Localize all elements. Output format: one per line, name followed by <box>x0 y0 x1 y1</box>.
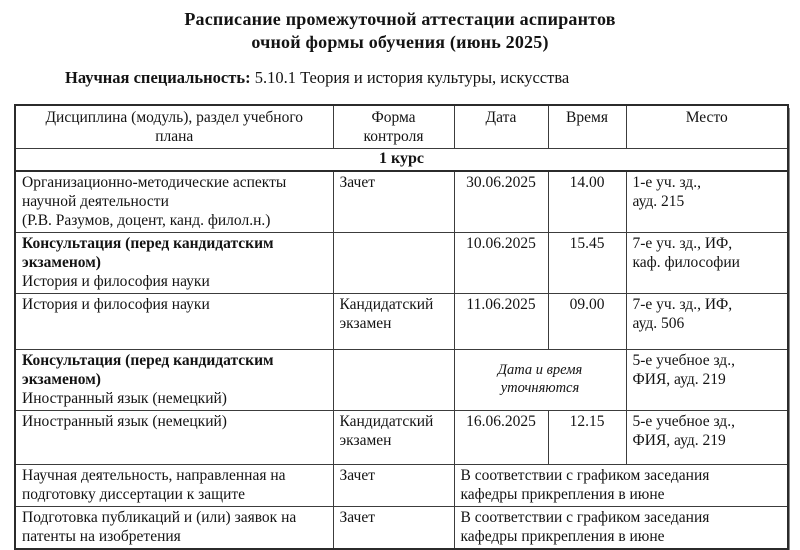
title-line-1: Расписание промежуточной аттестации аспирантов <box>184 9 616 29</box>
cell-form: Кандидатский экзамен <box>333 410 454 464</box>
cell-form: Зачет <box>333 171 454 233</box>
course-row <box>15 149 788 171</box>
schedule-note-line: кафедры прикрепления в июне <box>460 527 665 545</box>
cell-place <box>626 232 788 293</box>
cell-schedule-note <box>454 464 788 506</box>
table-row <box>15 171 788 233</box>
schedule-table <box>14 104 789 550</box>
place-line: ауд. 215 <box>632 192 685 210</box>
header-row <box>15 105 788 149</box>
datetime-note-line: Дата и время <box>497 362 583 378</box>
cell-place <box>626 293 788 349</box>
title-line-2: очной формы обучения (июнь 2025) <box>251 32 549 52</box>
specialty-value: 5.10.1 Теория и история культуры, искусства <box>254 68 570 87</box>
header-time: Время <box>548 105 626 149</box>
cell-discipline <box>15 232 333 293</box>
header-form-label: Форма контроля <box>363 109 424 145</box>
cell-place <box>626 410 788 464</box>
discipline-text: Иностранный язык (немецкий) <box>22 412 227 430</box>
place-line: 1-е уч. зд., <box>632 173 701 191</box>
cell-datetime-note <box>454 349 626 410</box>
place-line: ФИЯ, ауд. 219 <box>632 431 726 449</box>
header-place: Место <box>626 105 788 149</box>
datetime-note-line: уточняются <box>500 380 580 396</box>
cell-discipline <box>15 410 333 464</box>
cell-date: 30.06.2025 <box>454 171 548 233</box>
specialty-line <box>65 67 800 88</box>
discipline-text: Подготовка публикаций и (или) заявок на патенты на изобретения <box>22 508 297 545</box>
place-line: 5-е учебное зд., <box>632 351 735 369</box>
cell-form: Кандидатский экзамен <box>333 293 454 349</box>
cell-time: 09.00 <box>548 293 626 349</box>
place-line: 7-е уч. зд., ИФ, <box>632 234 733 252</box>
cell-form: Зачет <box>333 464 454 506</box>
discipline-text: Научная деятельность, направленная на подготовку диссертации к защите <box>22 466 286 503</box>
discipline-bold-text: Консультация (перед кандидатским экзаменом) <box>22 234 274 271</box>
table-row <box>15 349 788 410</box>
cell-date: 16.06.2025 <box>454 410 548 464</box>
page-title <box>0 0 800 54</box>
schedule-note-line: кафедры прикрепления в июне <box>460 485 665 503</box>
discipline-note: (Р.В. Разумов, доцент, канд. филол.н.) <box>22 211 271 229</box>
header-form <box>333 105 454 149</box>
discipline-text: История и философия науки <box>22 295 210 313</box>
cell-date: 10.06.2025 <box>454 232 548 293</box>
header-discipline <box>15 105 333 149</box>
cell-schedule-note <box>454 506 788 549</box>
discipline-text: История и философия науки <box>22 272 210 290</box>
table-row <box>15 232 788 293</box>
place-line: ФИЯ, ауд. 219 <box>632 370 726 388</box>
discipline-text: Организационно-методические аспекты научной деятельности <box>22 173 287 210</box>
cell-discipline <box>15 506 333 549</box>
cell-discipline <box>15 293 333 349</box>
cell-place <box>626 349 788 410</box>
cell-date: 11.06.2025 <box>454 293 548 349</box>
place-line: ауд. 506 <box>632 314 685 332</box>
schedule-note-line: В соответствии с графиком заседания <box>460 466 710 484</box>
specialty-label: Научная специальность: <box>65 68 251 87</box>
place-line: 7-е уч. зд., ИФ, <box>632 295 733 313</box>
header-date: Дата <box>454 105 548 149</box>
cell-discipline <box>15 171 333 233</box>
cell-discipline <box>15 349 333 410</box>
cell-place <box>626 171 788 233</box>
course-label: 1 курс <box>15 149 788 171</box>
table-row <box>15 464 788 506</box>
header-discipline-label: Дисциплина (модуль), раздел учебного плана <box>45 109 304 145</box>
cell-discipline <box>15 464 333 506</box>
cell-time: 15.45 <box>548 232 626 293</box>
cell-time: 12.15 <box>548 410 626 464</box>
discipline-text: Иностранный язык (немецкий) <box>22 389 227 407</box>
schedule-note-line: В соответствии с графиком заседания <box>460 508 710 526</box>
table-row <box>15 410 788 464</box>
cell-time: 14.00 <box>548 171 626 233</box>
table-row <box>15 506 788 549</box>
place-line: 5-е учебное зд., <box>632 412 735 430</box>
cell-form: Зачет <box>333 506 454 549</box>
place-line: каф. философии <box>632 253 740 271</box>
cell-form <box>333 232 454 293</box>
table-row <box>15 293 788 349</box>
cell-form <box>333 349 454 410</box>
discipline-bold-text: Консультация (перед кандидатским экзаменом) <box>22 351 274 388</box>
